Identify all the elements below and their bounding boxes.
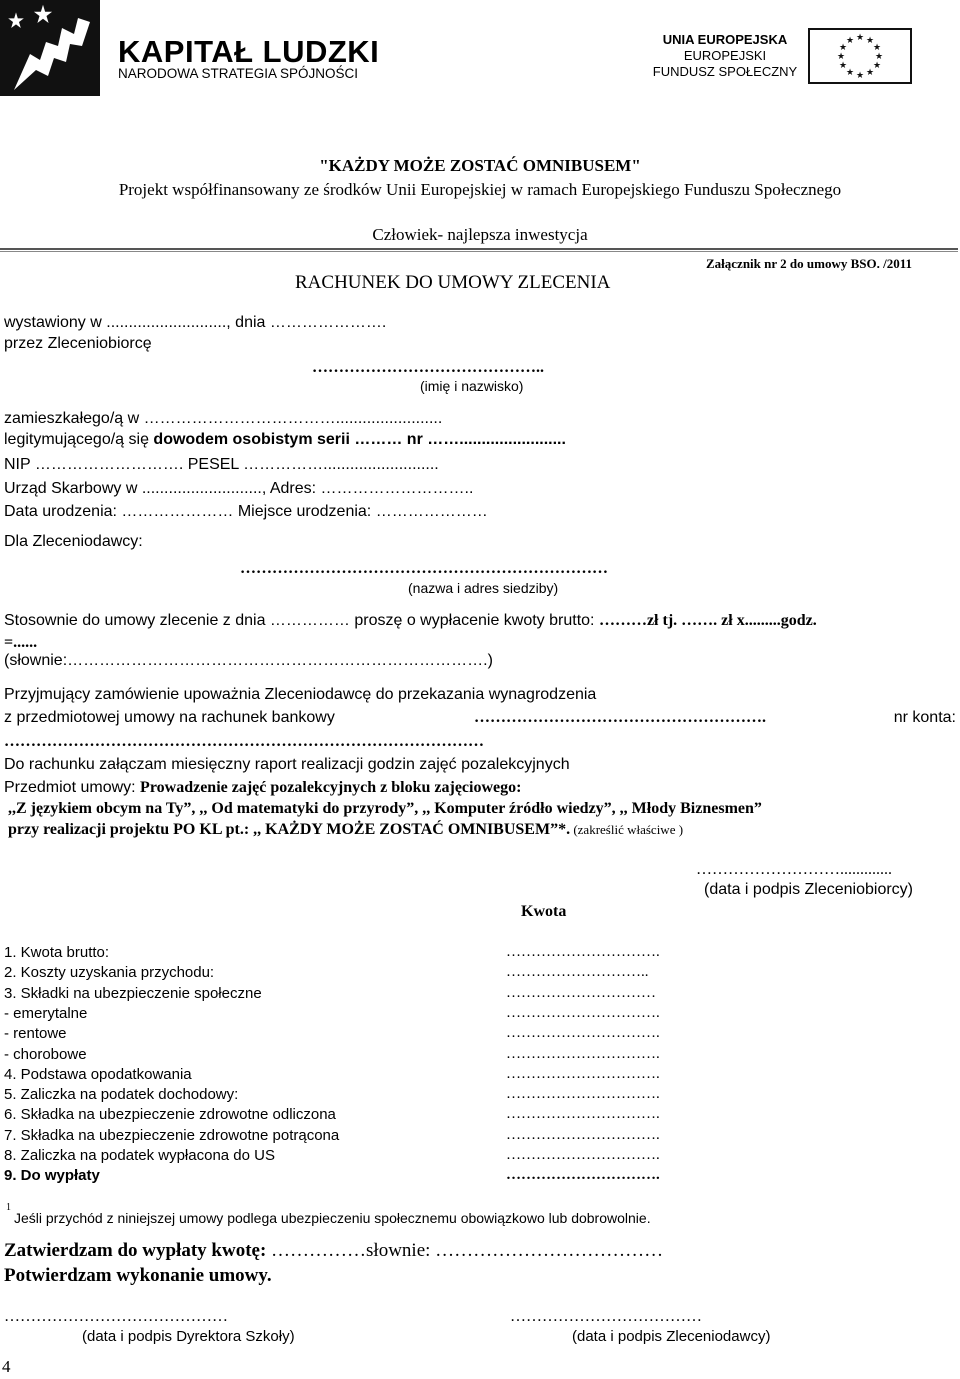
- calc-row-value: ………………………….: [506, 1005, 660, 1021]
- amount-column-header: Kwota: [521, 903, 567, 920]
- kapital-ludzki-title: KAPITAŁ LUDZKI: [118, 34, 380, 69]
- name-caption: (imię i nazwisko): [420, 378, 524, 394]
- client-sign-dots: ………………………………: [510, 1308, 702, 1325]
- approval-label: Zatwierdzam do wypłaty kwotę:: [4, 1240, 267, 1261]
- issued-line: wystawiony w ..........................., dnia ………………….: [4, 314, 387, 331]
- client-label: Dla Zleceniodawcy:: [4, 533, 143, 550]
- birth-line: Data urodzenia: ………………… Miejsce urodzenia: …………………: [4, 503, 488, 520]
- id-line: [4, 431, 566, 449]
- director-sign-caption: (data i podpis Dyrektora Szkoły): [82, 1328, 295, 1345]
- calc-row-label: 7. Składka na ubezpieczenie zdrowotne potrącona: [4, 1127, 340, 1144]
- header-divider-thin: [0, 251, 958, 252]
- id-prefix: legitymującego/ą się: [4, 431, 154, 448]
- page-number: 4: [2, 1357, 11, 1376]
- svg-text:★: ★: [872, 61, 882, 71]
- calc-row-value: ………………………….: [506, 1025, 660, 1041]
- eu-line2: EUROPEJSKI: [683, 48, 767, 63]
- kapital-ludzki-logo: [0, 0, 380, 100]
- id-details: dowodem osobistym serii ……… nr ……........................: [153, 431, 566, 448]
- calc-row-label: 5. Zaliczka na podatek dochodowy:: [4, 1086, 239, 1103]
- eu-line1: UNIA EUROPEJSKA: [662, 32, 788, 47]
- client-dots: ……………………………………………………………: [240, 560, 608, 577]
- kapital-ludzki-subtitle: NARODOWA STRATEGIA SPÓJNOŚCI: [118, 66, 359, 81]
- issued-by-line: przez Zleceniobiorcę: [4, 335, 152, 352]
- svg-text:★: ★: [836, 52, 846, 62]
- annex-label: Załącznik nr 2 do umowy BSO. /2011: [706, 256, 912, 271]
- eu-logo: [650, 28, 940, 88]
- calc-row-label: - rentowe: [4, 1025, 67, 1042]
- contractor-sign-dots: ……………………….............: [696, 861, 892, 878]
- confirmation-line: Potwierdzam wykonanie umowy.: [4, 1265, 272, 1286]
- bank-dots: ……………………………………………….: [474, 709, 766, 726]
- calc-row-label: 4. Podstawa opodatkowania: [4, 1066, 192, 1083]
- svg-text:★: ★: [855, 33, 865, 43]
- calc-row-value: ………………………….: [506, 1046, 660, 1062]
- svg-text:★: ★: [855, 71, 865, 81]
- tax-office-line: Urząd Skarbowy w ..........................., Adres: ………………………..: [4, 480, 474, 497]
- project-title: "KAŻDY MOŻE ZOSTAĆ OMNIBUSEM": [319, 156, 641, 175]
- calc-row-label: 1. Kwota brutto:: [4, 944, 110, 961]
- payment-request-line: [4, 612, 817, 630]
- calc-row-value: ………………………….: [506, 1086, 660, 1102]
- account-label: nr konta:: [893, 709, 956, 726]
- header-divider: [0, 248, 958, 250]
- calc-row-value: ………………………….: [506, 1066, 660, 1082]
- approval-amount-dots: ……………słownie: ………………………………: [266, 1240, 664, 1261]
- svg-text:★: ★: [838, 43, 848, 53]
- authorization-text: z przedmiotowej umowy na rachunek bankowy: [4, 709, 335, 726]
- calc-row-label: - emerytalne: [4, 1005, 88, 1022]
- name-dots: ……………………………………..: [312, 359, 544, 376]
- svg-text:★: ★: [865, 36, 875, 46]
- contractor-sign-caption: (data i podpis Zleceniobiorcy): [704, 881, 913, 898]
- courses-line: ,,Z językiem obcym na Ty”, ,, Od matematyki do przyrody”, ,, Komputer źródło wiedzy”, ,, Młody Biznesmen”: [8, 800, 762, 817]
- resident-line: zamieszkałego/ą w ………………………………........................: [4, 410, 443, 427]
- calc-row-value: ………………………….: [506, 1147, 660, 1163]
- svg-text:★: ★: [865, 68, 875, 78]
- client-sign-caption: (data i podpis Zleceniodawcy): [572, 1328, 771, 1345]
- calc-row-label: - chorobowe: [4, 1046, 87, 1063]
- svg-text:★: ★: [874, 52, 884, 62]
- equals-line: =......: [4, 634, 38, 651]
- report-line: Do rachunku załączam miesięczny raport realizacji godzin zajęć pozalekcyjnych: [4, 756, 570, 773]
- calc-row-value: ………………………….: [506, 1106, 660, 1122]
- eu-flag-icon: [808, 28, 912, 84]
- calc-row-value: ………………………….: [506, 944, 660, 960]
- calc-row-value: ………………………….: [506, 1167, 660, 1183]
- document-heading: RACHUNEK DO UMOWY ZLECENIA: [295, 272, 611, 293]
- client-caption: (nazwa i adres siedziby): [408, 580, 559, 596]
- amount-in-words: (słownie:…………………………………………………………………….): [4, 652, 493, 669]
- subject-line: [4, 779, 521, 797]
- director-sign-dots: ……………………………………: [4, 1308, 228, 1325]
- calc-row-label: 2. Koszty uzyskania przychodu:: [4, 964, 215, 981]
- payment-request-text: Stosownie do umowy zlecenie z dnia …………… proszę o wypłacenie kwoty brutto:: [4, 612, 599, 629]
- footnote-mark: 1: [6, 1202, 11, 1213]
- account-dots: ………………………………………………………………………………: [4, 733, 484, 750]
- eu-line3: FUNDUSZ SPOŁECZNY: [652, 64, 798, 79]
- payment-request-amount: ………zł tj. ……. zł x.........godz.: [598, 612, 817, 629]
- svg-text:★: ★: [845, 68, 855, 78]
- authorization-line1: Przyjmujący zamówienie upoważnia Zleceniodawcę do przekazania wynagrodzenia: [4, 686, 597, 703]
- calc-row-value: ………………………..: [506, 964, 649, 980]
- authorization-line2: [4, 709, 956, 727]
- calc-row-label: 9. Do wypłaty: [4, 1167, 100, 1184]
- calc-row-value: ………………………….: [506, 1127, 660, 1143]
- project-motto: Człowiek- najlepsza inwestycja: [372, 225, 588, 244]
- calc-row-label: 8. Zaliczka na podatek wypłacona do US: [4, 1147, 275, 1164]
- svg-text:★: ★: [838, 61, 848, 71]
- project-cofinancing: Projekt współfinansowany ze środków Unii Europejskiej w ramach Europejskiego Funduszu Społecznego: [118, 180, 842, 199]
- calc-row-label: 3. Składki na ubezpieczenie społeczne: [4, 985, 262, 1002]
- approval-line: [4, 1240, 663, 1262]
- calc-row-value: …………………………: [506, 985, 656, 1001]
- subject-prefix: Przedmiot umowy:: [4, 779, 141, 796]
- project-reference: przy realizacji projektu PO KL pt.: ,, KAŻDY MOŻE ZOSTAĆ OMNIBUSEM”*.: [8, 821, 571, 838]
- kapital-ludzki-emblem-icon: [0, 0, 100, 100]
- calc-row-label: 6. Składka na ubezpieczenie zdrowotne odliczona: [4, 1106, 336, 1123]
- project-reference-line: [8, 821, 683, 839]
- footnote-text: Jeśli przychód z niniejszej umowy podlega ubezpieczeniu społecznemu obowiązkowo lub dobrowolnie.: [14, 1210, 651, 1226]
- svg-text:★: ★: [872, 43, 882, 53]
- nip-pesel-line: NIP ………………………. PESEL ……………..........................: [4, 456, 439, 473]
- svg-text:★: ★: [845, 36, 855, 46]
- project-reference-note: (zakreślić właściwe ): [570, 822, 684, 837]
- subject-details: Prowadzenie zajęć pozalekcyjnych z bloku zajęciowego:: [140, 779, 522, 796]
